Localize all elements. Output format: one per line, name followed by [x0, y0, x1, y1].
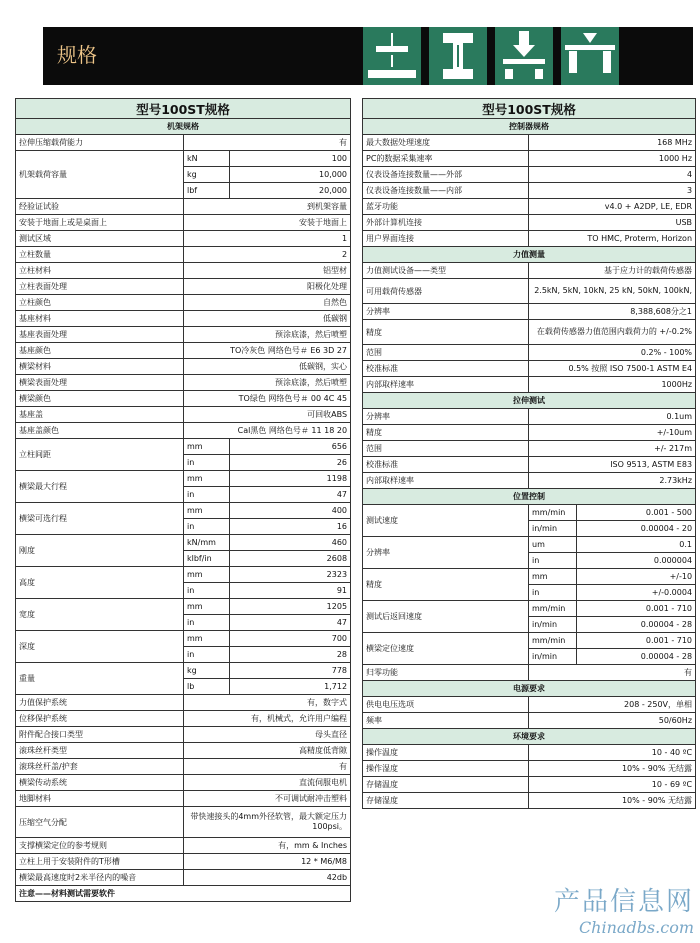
section-header: 环境要求 [363, 729, 696, 745]
section-header: 机架规格 [16, 119, 351, 135]
spec-value: 50/60Hz [529, 713, 696, 729]
spec-value: 有 [529, 665, 696, 681]
spec-group [363, 263, 696, 279]
spec-value: TO HMC, Proterm, Horizon [529, 231, 696, 247]
spec-label: 归零功能 [363, 665, 529, 681]
spec-row [16, 327, 351, 343]
spec-value: +/-10 [577, 569, 696, 585]
spec-value: 0.00004 - 20 [577, 521, 696, 537]
spec-label: 操作温度 [363, 745, 529, 761]
spec-group [363, 304, 696, 320]
spec-group [16, 439, 351, 695]
spec-label: 刚度 [16, 535, 184, 567]
spec-row [16, 359, 351, 375]
spec-value: 阳极化处理 [184, 279, 351, 295]
spec-value: 460 [230, 535, 351, 551]
spec-value: TO冷灰色 网络色号＃ E6 3D 27 [184, 343, 351, 359]
spec-value: 10 - 40 ºC [529, 745, 696, 761]
spec-value: ISO 9513, ASTM E83 [529, 457, 696, 473]
spec-value: 0.00004 - 28 [577, 617, 696, 633]
spec-value: +/-0.0004 [577, 585, 696, 601]
spec-row [363, 345, 696, 361]
spec-label: 内部取样速率 [363, 473, 529, 489]
spec-value: 0.5% 按照 ISO 7500-1 ASTM E4 [529, 361, 696, 377]
spec-value: 10% - 90% 无结露 [529, 793, 696, 809]
spec-value: 10 - 69 ºC [529, 777, 696, 793]
spec-value: 0.1 [577, 537, 696, 553]
spec-row [363, 745, 696, 761]
spec-value: 700 [230, 631, 351, 647]
spec-row [363, 151, 696, 167]
spec-label: 频率 [363, 713, 529, 729]
spec-value: 有，mm & Inches [184, 838, 351, 854]
spec-unit: mm/min [529, 601, 577, 617]
spec-row [363, 231, 696, 247]
spec-label: 滚珠丝杆类型 [16, 743, 184, 759]
spec-label: 分辨率 [363, 409, 529, 425]
spec-label: 压缩空气分配 [16, 807, 184, 838]
spec-unit: mm [529, 569, 577, 585]
spec-row [363, 537, 696, 553]
spec-value: 0.001 - 710 [577, 633, 696, 649]
spec-unit: mm [184, 631, 230, 647]
spec-label: 立柱数量 [16, 247, 184, 263]
spec-label: 安装于地面上或是桌面上 [16, 215, 184, 231]
spec-label: 用户界面连接 [363, 231, 529, 247]
spec-value: 0.001 - 500 [577, 505, 696, 521]
spec-label: 可用载荷传感器 [363, 279, 529, 304]
spec-label: 基座表面处理 [16, 327, 184, 343]
spec-row [16, 231, 351, 247]
spec-row [16, 743, 351, 759]
spec-row [16, 711, 351, 727]
spec-row [363, 409, 696, 425]
spec-row [16, 791, 351, 807]
spec-label: 机架载荷容量 [16, 151, 184, 199]
spec-value: 可回收ABS [184, 407, 351, 423]
spec-value: 47 [230, 615, 351, 631]
spec-row [16, 599, 351, 615]
spec-label: 滚珠丝杆盖/护套 [16, 759, 184, 775]
spec-value: 20,000 [230, 183, 351, 199]
spec-value: 0.1um [529, 409, 696, 425]
spec-unit: in/min [529, 649, 577, 665]
spec-label: 横梁最大行程 [16, 471, 184, 503]
spec-value: 0.00004 - 28 [577, 649, 696, 665]
spec-label: 分辨率 [363, 304, 529, 320]
spec-row [16, 663, 351, 679]
spec-label: 基座盖 [16, 407, 184, 423]
spec-row [16, 567, 351, 583]
spec-unit: klbf/in [184, 551, 230, 567]
spec-value: 0.001 - 710 [577, 601, 696, 617]
section-header: 电源要求 [363, 681, 696, 697]
spec-label: 宽度 [16, 599, 184, 631]
spec-label: 供电电压选项 [363, 697, 529, 713]
spec-value: 168 MHz [529, 135, 696, 151]
tension-test-icon [363, 27, 421, 85]
spec-row [363, 183, 696, 199]
spec-row [16, 503, 351, 519]
spec-row [363, 793, 696, 809]
spec-unit: in [529, 553, 577, 569]
spec-label: 拉伸压缩载荷能力 [16, 135, 184, 151]
spec-row [16, 343, 351, 359]
spec-row [363, 473, 696, 489]
spec-row [16, 695, 351, 711]
section-header: 位置控制 [363, 489, 696, 505]
spec-label: 高度 [16, 567, 184, 599]
spec-unit: in [184, 455, 230, 471]
spec-row [363, 633, 696, 649]
spec-group [363, 697, 696, 729]
spec-row [363, 761, 696, 777]
page-title: 规格 [57, 43, 97, 67]
table-title: 型号100ST规格 [363, 99, 696, 119]
spec-label: 基座盖颜色 [16, 423, 184, 439]
spec-value: 26 [230, 455, 351, 471]
spec-value: 有 [184, 135, 351, 151]
spec-label: 基座材料 [16, 311, 184, 327]
table-title: 型号100ST规格 [16, 99, 351, 119]
spec-label: 精度 [363, 320, 529, 345]
spec-label: 蓝牙功能 [363, 199, 529, 215]
spec-row [16, 535, 351, 551]
spec-value: 1,712 [230, 679, 351, 695]
spec-row [16, 759, 351, 775]
spec-group [16, 199, 351, 439]
spec-row [16, 854, 351, 870]
spec-unit: in [529, 585, 577, 601]
spec-value: 2.5kN, 5kN, 10kN, 25 kN, 50kN, 100kN, [529, 279, 696, 304]
spec-row [16, 727, 351, 743]
spec-group [363, 345, 696, 393]
spec-value: 778 [230, 663, 351, 679]
spec-value: 3 [529, 183, 696, 199]
spec-label: 支撑横梁定位的参考规则 [16, 838, 184, 854]
spec-value: 到机架容量 [184, 199, 351, 215]
spec-row [16, 215, 351, 231]
spec-value: 1205 [230, 599, 351, 615]
spec-label: 横梁最高速度时2米半径内的噪音 [16, 870, 184, 886]
spec-value: 1000Hz [529, 377, 696, 393]
spec-label: 操作湿度 [363, 761, 529, 777]
spec-row [16, 423, 351, 439]
spec-label: 地脚材料 [16, 791, 184, 807]
spec-label: 分辨率 [363, 537, 529, 569]
spec-row [363, 777, 696, 793]
spec-unit: mm [184, 471, 230, 487]
spec-unit: kg [184, 663, 230, 679]
spec-unit: in [184, 647, 230, 663]
spec-row [363, 713, 696, 729]
spec-unit: lb [184, 679, 230, 695]
spec-group [16, 838, 351, 886]
spec-unit: um [529, 537, 577, 553]
spec-row [16, 870, 351, 886]
spec-label: 精度 [363, 425, 529, 441]
section-header: 拉伸测试 [363, 393, 696, 409]
spec-label: 立柱表面处理 [16, 279, 184, 295]
spec-value: 1 [184, 231, 351, 247]
section-header: 力值测量 [363, 247, 696, 263]
spec-value: 预涂底漆，然后喷塑 [184, 375, 351, 391]
watermark-en: Chinadbs.com [578, 918, 694, 937]
spec-value: TO绿色 网络色号＃ 00 4C 45 [184, 391, 351, 407]
spec-row [363, 425, 696, 441]
spec-label: 校准标准 [363, 361, 529, 377]
spec-value: 28 [230, 647, 351, 663]
spec-value: 656 [230, 439, 351, 455]
spec-group [16, 695, 351, 807]
spec-row [363, 304, 696, 320]
spec-unit: mm/min [529, 505, 577, 521]
spec-label: 存储湿度 [363, 793, 529, 809]
spec-row [16, 375, 351, 391]
spec-value: 4 [529, 167, 696, 183]
spec-value: 安装于地面上 [184, 215, 351, 231]
spec-value: 基于应力计的载荷传感器 [529, 263, 696, 279]
spec-value: 208 - 250V，单相 [529, 697, 696, 713]
spec-row [16, 407, 351, 423]
spec-value: 母头直径 [184, 727, 351, 743]
spec-unit: mm [184, 503, 230, 519]
spec-label: 立柱材料 [16, 263, 184, 279]
spec-value: 0.000004 [577, 553, 696, 569]
spec-value: 低碳钢 [184, 311, 351, 327]
spec-label: 位移保护系统 [16, 711, 184, 727]
spec-row [16, 439, 351, 455]
spec-label: PC的数据采集速率 [363, 151, 529, 167]
spec-value: 铝型材 [184, 263, 351, 279]
spec-row [16, 838, 351, 854]
spec-unit: in/min [529, 521, 577, 537]
spec-value: 0.2% - 100% [529, 345, 696, 361]
bend-test-icon [561, 27, 619, 85]
spec-unit: lbf [184, 183, 230, 199]
spec-value: 42db [184, 870, 351, 886]
spec-value: 100 [230, 151, 351, 167]
spec-unit: in [184, 615, 230, 631]
spec-label: 横梁传动系统 [16, 775, 184, 791]
spec-value: 2 [184, 247, 351, 263]
spec-label: 测试速度 [363, 505, 529, 537]
spec-label: 横梁材料 [16, 359, 184, 375]
spec-label: 立柱上用于安装附件的T形槽 [16, 854, 184, 870]
spec-unit: kN [184, 151, 230, 167]
spec-row [363, 601, 696, 617]
spec-row [363, 377, 696, 393]
spec-row [16, 775, 351, 791]
spec-row [16, 279, 351, 295]
spec-group [363, 505, 696, 665]
spec-group [363, 409, 696, 489]
spec-value: 高精度低背隙 [184, 743, 351, 759]
spec-row [363, 135, 696, 151]
spec-value: 直流伺服电机 [184, 775, 351, 791]
spec-label: 仪表设备连接数量——外部 [363, 167, 529, 183]
spec-label: 重量 [16, 663, 184, 695]
spec-row [16, 263, 351, 279]
spec-unit: kg [184, 167, 230, 183]
flexure-test-icon [495, 27, 553, 85]
spec-value: 400 [230, 503, 351, 519]
spec-row [363, 697, 696, 713]
spec-unit: mm [184, 567, 230, 583]
spec-value: 在载荷传感器力值范围内载荷力的 +/-0.2% [529, 320, 696, 345]
spec-label: 立柱间距 [16, 439, 184, 471]
spec-label: 测试后返回速度 [363, 601, 529, 633]
spec-value: 2608 [230, 551, 351, 567]
spec-group [363, 745, 696, 809]
controller-spec-table [362, 98, 696, 809]
spec-row [16, 295, 351, 311]
spec-label: 横梁颜色 [16, 391, 184, 407]
spec-value: 1198 [230, 471, 351, 487]
spec-row [16, 631, 351, 647]
compression-fixture-icon [429, 27, 487, 85]
spec-label: 仪表设备连接数量——内部 [363, 183, 529, 199]
spec-value: 不可调试耐冲击塑料 [184, 791, 351, 807]
spec-row [363, 441, 696, 457]
spec-value: 91 [230, 583, 351, 599]
spec-value: 8,388,608分之1 [529, 304, 696, 320]
spec-unit: in/min [529, 617, 577, 633]
spec-label: 外部计算机连接 [363, 215, 529, 231]
spec-label: 深度 [16, 631, 184, 663]
spec-value: 有，机械式，允许用户编程 [184, 711, 351, 727]
watermark-cn: 产品信息网 [553, 887, 694, 917]
spec-row [16, 311, 351, 327]
spec-value: 10,000 [230, 167, 351, 183]
spec-label: 横梁表面处理 [16, 375, 184, 391]
spec-value: 低碳钢，实心 [184, 359, 351, 375]
spec-unit: mm [184, 599, 230, 615]
watermark [554, 881, 694, 937]
spec-label: 经验证试验 [16, 199, 184, 215]
spec-label: 立柱颜色 [16, 295, 184, 311]
spec-unit: mm/min [529, 633, 577, 649]
spec-label: 精度 [363, 569, 529, 601]
spec-row [16, 471, 351, 487]
spec-value: 自然色 [184, 295, 351, 311]
spec-unit: kN/mm [184, 535, 230, 551]
spec-value: 10% - 90% 无结露 [529, 761, 696, 777]
spec-group [363, 135, 696, 247]
spec-value: 预涂底漆，然后喷塑 [184, 327, 351, 343]
spec-value: 带快速接头的4mm外径软管，最大额定压力100psi。 [184, 807, 351, 838]
spec-label: 内部取样速率 [363, 377, 529, 393]
spec-row [363, 167, 696, 183]
spec-value: 有，数字式 [184, 695, 351, 711]
spec-value: USB [529, 215, 696, 231]
spec-value: Cal黑色 网络色号＃ 11 18 20 [184, 423, 351, 439]
spec-unit: mm [184, 439, 230, 455]
spec-label: 附件配合接口类型 [16, 727, 184, 743]
spec-label: 横梁定位速度 [363, 633, 529, 665]
spec-label: 范围 [363, 441, 529, 457]
frame-spec-table [15, 98, 351, 902]
spec-unit: in [184, 487, 230, 503]
spec-row [16, 199, 351, 215]
spec-row [363, 569, 696, 585]
spec-row [363, 215, 696, 231]
spec-label: 存储温度 [363, 777, 529, 793]
spec-label: 横梁可选行程 [16, 503, 184, 535]
spec-value: 12 * M6/M8 [184, 854, 351, 870]
spec-unit: in [184, 519, 230, 535]
spec-row [363, 361, 696, 377]
spec-label: 力值测试设备——类型 [363, 263, 529, 279]
spec-row [363, 457, 696, 473]
section-header: 控制器规格 [363, 119, 696, 135]
software-note: 注意——材料测试需要软件 [16, 886, 351, 902]
spec-label: 校准标准 [363, 457, 529, 473]
spec-label: 基座颜色 [16, 343, 184, 359]
spec-row [363, 199, 696, 215]
spec-value: 1000 Hz [529, 151, 696, 167]
spec-label: 测试区域 [16, 231, 184, 247]
spec-value: 2323 [230, 567, 351, 583]
spec-value: 有 [184, 759, 351, 775]
spec-value: 16 [230, 519, 351, 535]
spec-label: 最大数据处理速度 [363, 135, 529, 151]
spec-label: 力值保护系统 [16, 695, 184, 711]
header-bar [43, 27, 693, 85]
spec-value: +/-10um [529, 425, 696, 441]
spec-row [363, 263, 696, 279]
spec-value: v4.0 + A2DP, LE, EDR [529, 199, 696, 215]
spec-value: 2.73kHz [529, 473, 696, 489]
spec-label: 范围 [363, 345, 529, 361]
spec-value: 47 [230, 487, 351, 503]
spec-value: +/- 217m [529, 441, 696, 457]
spec-unit: in [184, 583, 230, 599]
spec-row [16, 247, 351, 263]
spec-row [16, 391, 351, 407]
spec-row [363, 505, 696, 521]
